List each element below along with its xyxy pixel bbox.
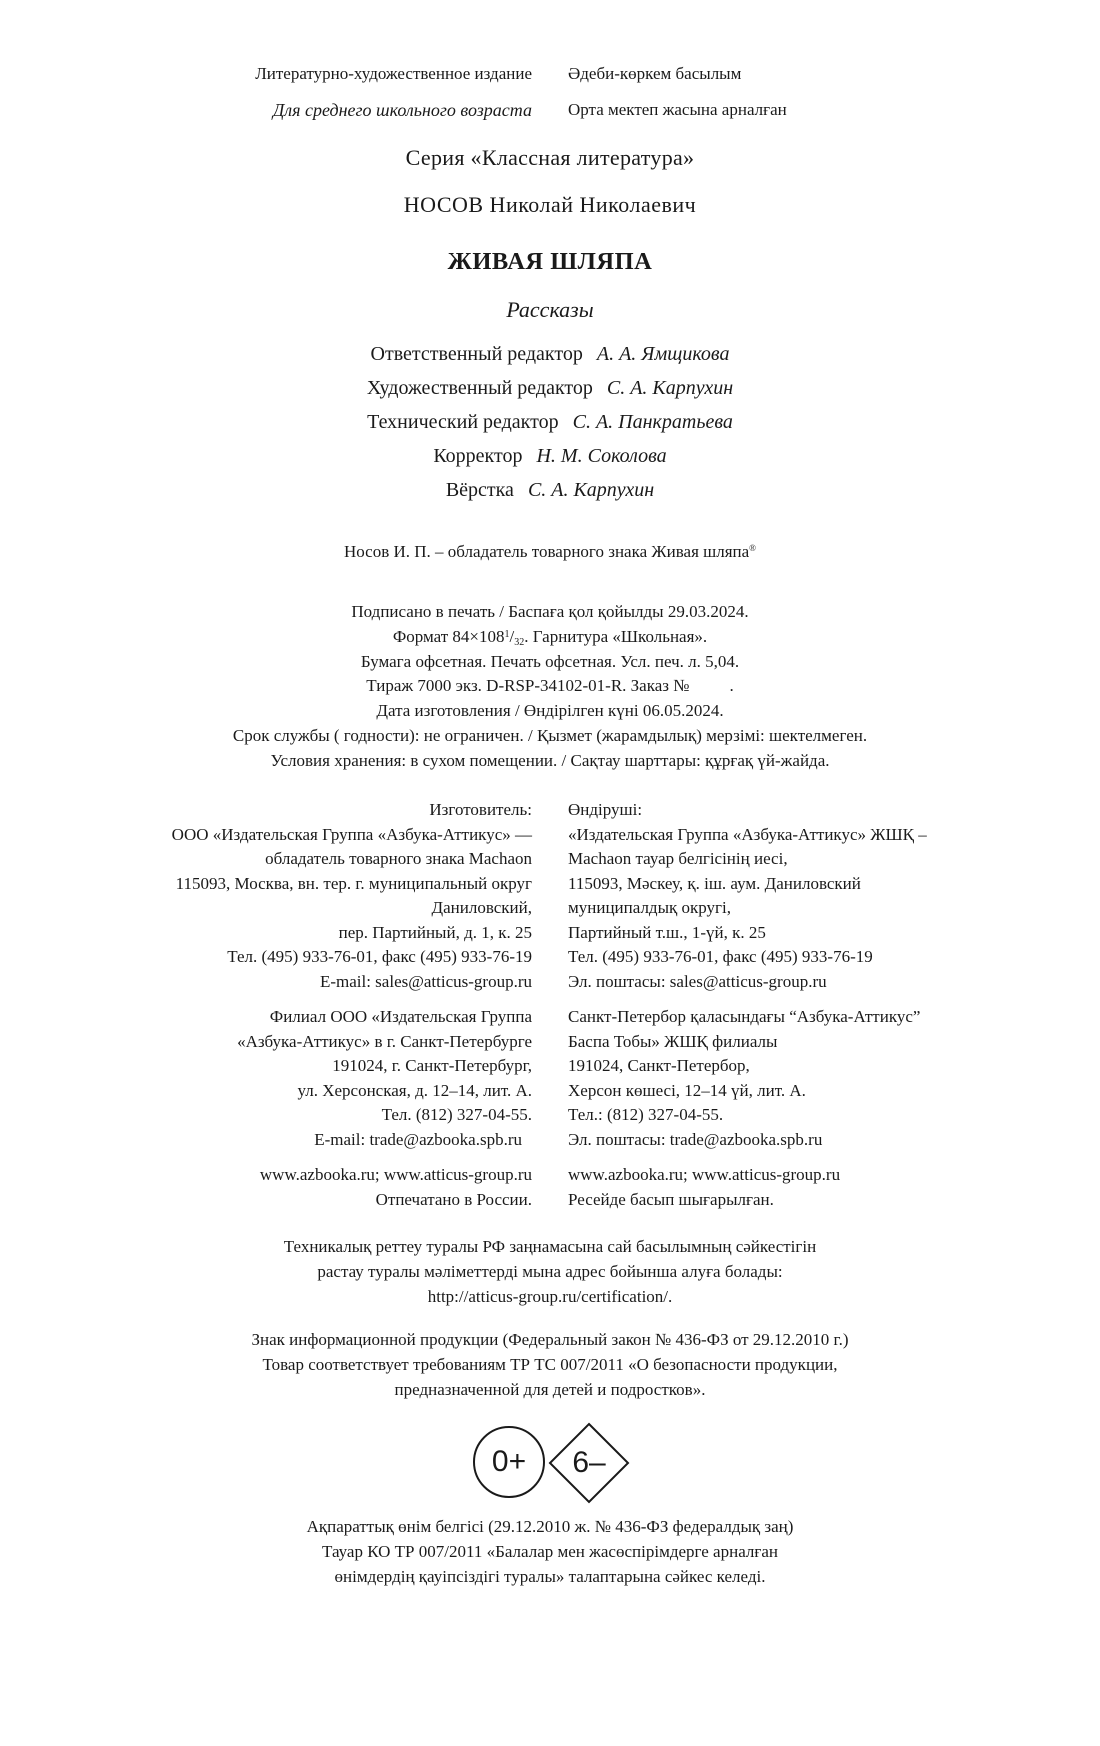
branch-kz-line: Эл. поштасы: trade@azbooka.spb.ru: [568, 1129, 823, 1149]
edition-type-kz: Әдеби-көркем басылым: [568, 64, 742, 83]
series-title: Серия «Классная литература»: [405, 145, 695, 170]
credit-name: С. А. Карпухин: [527, 479, 655, 501]
manufacturer-ru: [172, 798, 532, 994]
branch-kz-line: Херсон көшесі, 12–14 үй, лит. А.: [568, 1080, 806, 1100]
credit-role: Корректор: [433, 445, 523, 467]
age-rating-circle-icon: 0+: [473, 1426, 545, 1498]
branch-ru-line: ул. Херсонская, д. 12–14, лит. А.: [297, 1080, 532, 1100]
branch-kz-line: Санкт-Петербор қаласындағы “Азбука-Аттикус”: [568, 1007, 921, 1026]
credit-line: [0, 479, 1100, 502]
age-rating-diamond-icon: [548, 1422, 630, 1504]
manufacturer-ru-line: E-mail: sales@atticus-group.ru: [319, 971, 532, 991]
format-slash: /: [509, 627, 515, 646]
format-suffix: . Гарнитура «Школьная».: [524, 627, 708, 646]
credit-role: Художественный редактор: [366, 377, 593, 399]
manufacturer-kz-line: Machaon тауар белгісінің иесі,: [568, 849, 788, 868]
format-prefix: Формат 84×108: [392, 627, 505, 646]
credit-line: [0, 377, 1100, 400]
info-sign-kz-line: Ақпараттық өнім белгісі (29.12.2010 ж. № 436-ФЗ федералдық заң): [306, 1517, 794, 1536]
manufacturer-kz: [568, 798, 927, 994]
manufacturer-ru-line: Тел. (495) 933-76-01, факс (495) 933-76-19: [227, 947, 532, 966]
format-line: [0, 627, 1100, 648]
info-sign-kz-line: өнімдердің қауіпсіздігі туралы» талаптарына сәйкес келеді.: [334, 1567, 766, 1586]
print-run-line: [0, 676, 1100, 696]
manufacturer-ru-line: Даниловский,: [431, 898, 532, 917]
branch-ru: [237, 1005, 532, 1152]
registered-mark: ®: [749, 543, 757, 553]
branch-ru-line: Тел. (812) 327-04-55.: [381, 1105, 532, 1124]
print-run-end: .: [729, 676, 734, 695]
format-numerator: 1: [504, 629, 510, 640]
web-ru-line: Отпечатано в России.: [375, 1189, 532, 1209]
credit-role: Технический редактор: [367, 411, 559, 433]
shelf-life: Срок службы ( годности): не ограничен. / Қызмет (жарамдылық) мерзімі: шектелмеген.: [232, 726, 868, 745]
trademark-text: Носов И. П. – обладатель товарного знака Живая шляпа: [343, 542, 750, 561]
credit-name: С. А. Панкратьева: [572, 411, 733, 433]
branch-kz-line: 191024, Санкт-Петербор,: [568, 1056, 750, 1075]
manufacturer-kz-line: Тел. (495) 933-76-01, факс (495) 933-76-19: [568, 947, 873, 966]
book-subtitle: Рассказы: [506, 297, 594, 322]
manufacturer-ru-line: обладатель товарного знака Machaon: [265, 849, 532, 868]
age-group-kz: Орта мектеп жасына арналған: [568, 100, 787, 119]
certification-link: http://atticus-group.ru/certification/.: [427, 1287, 673, 1306]
manufacturer-kz-line: 115093, Мәскеу, қ. іш. аум. Даниловский: [568, 873, 861, 893]
trademark-line: [0, 542, 1100, 562]
storage-conditions: Условия хранения: в сухом помещении. / Сақтау шарттары: құрғақ үй-жайда.: [270, 751, 830, 770]
branch-kz: [568, 1005, 920, 1152]
age-rating-diamond-label: 6–: [572, 1446, 606, 1479]
manufacturer-kz-line: «Издательская Группа «Азбука-Аттикус» ЖШҚ –: [568, 824, 927, 844]
signed-to-print: Подписано в печать / Баспаға қол қойылды 29.03.2024.: [351, 602, 749, 621]
web-kz: [568, 1163, 840, 1212]
credit-name: А. А. Ямщикова: [596, 343, 730, 365]
credit-line: [0, 411, 1100, 434]
manufacturer-ru-line: Изготовитель:: [429, 800, 532, 819]
info-sign-ru-line: Товар соответствует требованиям ТР ТС 007/2011 «О безопасности продукции,: [262, 1355, 838, 1374]
branch-kz-line: Тел.: (812) 327-04-55.: [568, 1105, 724, 1124]
branch-ru-line: E-mail: trade@azbooka.spb.ru: [314, 1129, 522, 1149]
credit-line: [0, 343, 1100, 366]
branch-ru-line: 191024, г. Санкт-Петербург,: [332, 1056, 532, 1075]
age-group-ru: Для среднего школьного возраста: [272, 100, 532, 120]
info-sign-kz-line: Тауар КО ТР 007/2011 «Балалар мен жасөспірімдерге арналған: [321, 1542, 778, 1561]
paper-line: Бумага офсетная. Печать офсетная. Усл. печ. л. 5,04.: [360, 652, 740, 671]
credit-name: Н. М. Соколова: [536, 445, 667, 467]
info-sign-ru-line: предназначенной для детей и подростков».: [394, 1380, 706, 1399]
web-ru: [260, 1163, 532, 1212]
credit-role: Ответственный редактор: [370, 343, 583, 365]
manufacturer-kz-line: Эл. поштасы: sales@atticus-group.ru: [568, 971, 827, 991]
certification-line: Техникалық реттеу туралы РФ заңнамасына сай басылымның сәйкестігін: [283, 1237, 817, 1256]
manufacturer-ru-line: пер. Партийный, д. 1, к. 25: [338, 922, 532, 942]
manufacturer-kz-line: муниципалдық округі,: [568, 898, 731, 917]
credit-name: С. А. Карпухин: [606, 377, 734, 399]
author-name: НОСОВ Николай Николаевич: [403, 192, 697, 217]
edition-type-ru: Литературно-художественное издание: [255, 64, 532, 83]
manufacture-date: Дата изготовления / Өндірілген күні 06.05.2024.: [376, 701, 724, 720]
credit-role: Вёрстка: [445, 479, 514, 501]
web-kz-line: www.azbooka.ru; www.atticus-group.ru: [568, 1165, 841, 1184]
manufacturer-kz-line: Өндіруші:: [568, 800, 643, 819]
manufacturer-ru-line: 115093, Москва, вн. тер. г. муниципальный округ: [175, 873, 532, 893]
credit-line: [0, 445, 1100, 468]
info-sign-ru-line: Знак информационной продукции (Федеральный закон № 436-ФЗ от 29.12.2010 г.): [251, 1330, 849, 1349]
format-denominator: 32: [514, 637, 525, 648]
branch-ru-line: «Азбука-Аттикус» в г. Санкт-Петербурге: [237, 1031, 532, 1051]
branch-ru-line: Филиал ООО «Издательская Группа: [269, 1007, 532, 1026]
certification-line: растау туралы мәліметтерді мына адрес бойынша алуға болады:: [317, 1262, 783, 1281]
web-ru-line: www.azbooka.ru; www.atticus-group.ru: [259, 1165, 532, 1184]
web-kz-line: Ресейде басып шығарылған.: [568, 1189, 774, 1209]
branch-kz-line: Баспа Тобы» ЖШҚ филиалы: [568, 1031, 778, 1051]
manufacturer-kz-line: Партийный т.ш., 1-үй, к. 25: [568, 922, 766, 942]
print-run-text: Тираж 7000 экз. D-RSP-34102-01-R. Заказ №: [366, 676, 690, 695]
book-title: ЖИВАЯ ШЛЯПА: [447, 248, 653, 275]
manufacturer-ru-line: ООО «Издательская Группа «Азбука-Аттикус» —: [171, 824, 532, 844]
